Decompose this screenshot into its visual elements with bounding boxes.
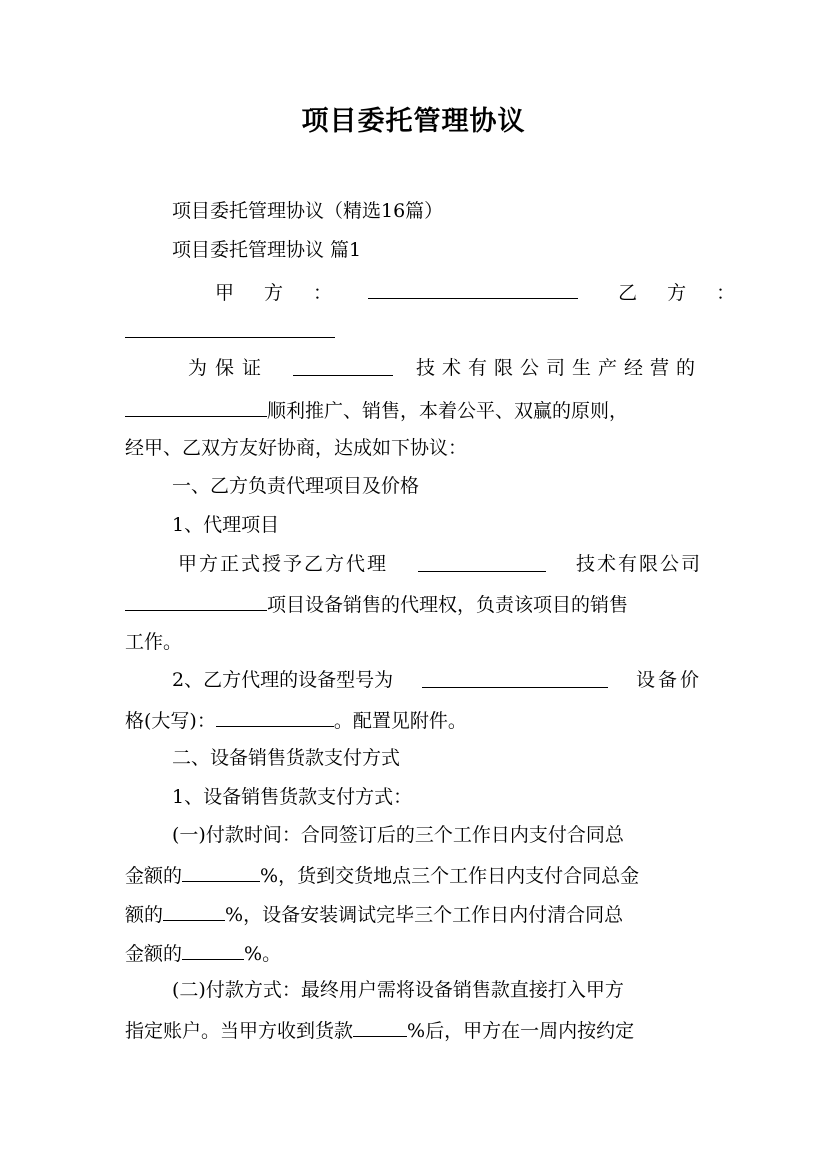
party-a-label: 甲方： bbox=[215, 282, 363, 304]
item1-part1: 甲方正式授予乙方代理 bbox=[178, 553, 389, 575]
agency-company-blank bbox=[418, 551, 546, 572]
p1-part3: %，货到交货地点三个工作日内支付合同总金 bbox=[260, 865, 640, 887]
percent-blank-3 bbox=[182, 939, 244, 960]
product-blank bbox=[125, 396, 267, 417]
p1-part2: 金额的 bbox=[125, 865, 183, 887]
item2-part1: 2、乙方代理的设备型号为 bbox=[172, 669, 394, 691]
section2-p2-line2 bbox=[125, 1016, 702, 1044]
section1-heading: 一、乙方负责代理项目及价格 bbox=[172, 475, 420, 497]
intro-line-3: 经甲、乙双方友好协商，达成如下协议： bbox=[125, 437, 468, 459]
p2-part2: 指定账户。当甲方收到货款 bbox=[125, 1020, 354, 1042]
item2-part2: 设备价 bbox=[635, 669, 702, 691]
intro-part-2: 技术有限公司生产经营的 bbox=[415, 357, 702, 379]
p1-part5: %，设备安装调试完毕三个工作日内付清合同总 bbox=[225, 904, 624, 926]
section1-item2-line2 bbox=[125, 706, 702, 734]
percent-blank-2 bbox=[163, 900, 225, 921]
section1-item1-line1 bbox=[178, 551, 702, 577]
section2-heading: 二、设备销售货款支付方式 bbox=[172, 747, 401, 769]
section2-p1-line4 bbox=[125, 939, 702, 967]
party-b-blank-line bbox=[125, 317, 702, 345]
section1-item2-line1 bbox=[172, 667, 702, 693]
party-b-blank bbox=[125, 317, 335, 338]
p1-part7: %。 bbox=[244, 943, 282, 965]
document-title: 项目委托管理协议 bbox=[301, 106, 526, 137]
p2-part3: %后，甲方在一周内按约定 bbox=[407, 1020, 635, 1042]
subtitle: 项目委托管理协议（精选16篇） bbox=[172, 200, 444, 222]
percent-blank-1 bbox=[182, 861, 260, 882]
section2-item1-heading: 1、设备销售货款支付方式： bbox=[172, 786, 413, 808]
section2-p1-line3 bbox=[125, 900, 702, 928]
section2-p1-line2 bbox=[125, 861, 702, 889]
section2-p2-line1: (二)付款方式：最终用户需将设备销售款直接打入甲方 bbox=[172, 979, 624, 1001]
p1-part4: 额的 bbox=[125, 904, 164, 926]
intro-line-1 bbox=[188, 355, 702, 381]
item1-part3: 项目设备销售的代理权，负责该项目的销售 bbox=[267, 594, 629, 616]
p1-part6: 金额的 bbox=[125, 943, 183, 965]
item2-part4: 。配置见附件。 bbox=[333, 710, 467, 732]
intro-line-2 bbox=[125, 396, 702, 424]
item2-part3: 格(大写)： bbox=[125, 710, 216, 732]
company-name-blank bbox=[293, 355, 393, 376]
project-blank bbox=[125, 590, 267, 611]
section1-item1-heading: 1、代理项目 bbox=[172, 514, 280, 536]
intro-part-3: 顺利推广、销售，本着公平、双赢的原则， bbox=[267, 400, 629, 422]
model-blank bbox=[422, 667, 608, 688]
price-blank bbox=[216, 706, 334, 727]
section1-item1-line3: 工作。 bbox=[125, 631, 183, 653]
section1-item1-line2 bbox=[125, 590, 702, 618]
article-heading: 项目委托管理协议 篇1 bbox=[172, 239, 362, 261]
item1-part2: 技术有限公司 bbox=[575, 553, 702, 575]
party-b-label: 乙方： bbox=[618, 282, 766, 304]
section2-p1-line1: (一)付款时间：合同签订后的三个工作日内支付合同总 bbox=[172, 824, 624, 846]
intro-part-1: 为保证 bbox=[188, 357, 270, 379]
party-line bbox=[215, 278, 766, 306]
percent-blank-4 bbox=[353, 1016, 407, 1037]
party-a-blank bbox=[368, 278, 578, 299]
